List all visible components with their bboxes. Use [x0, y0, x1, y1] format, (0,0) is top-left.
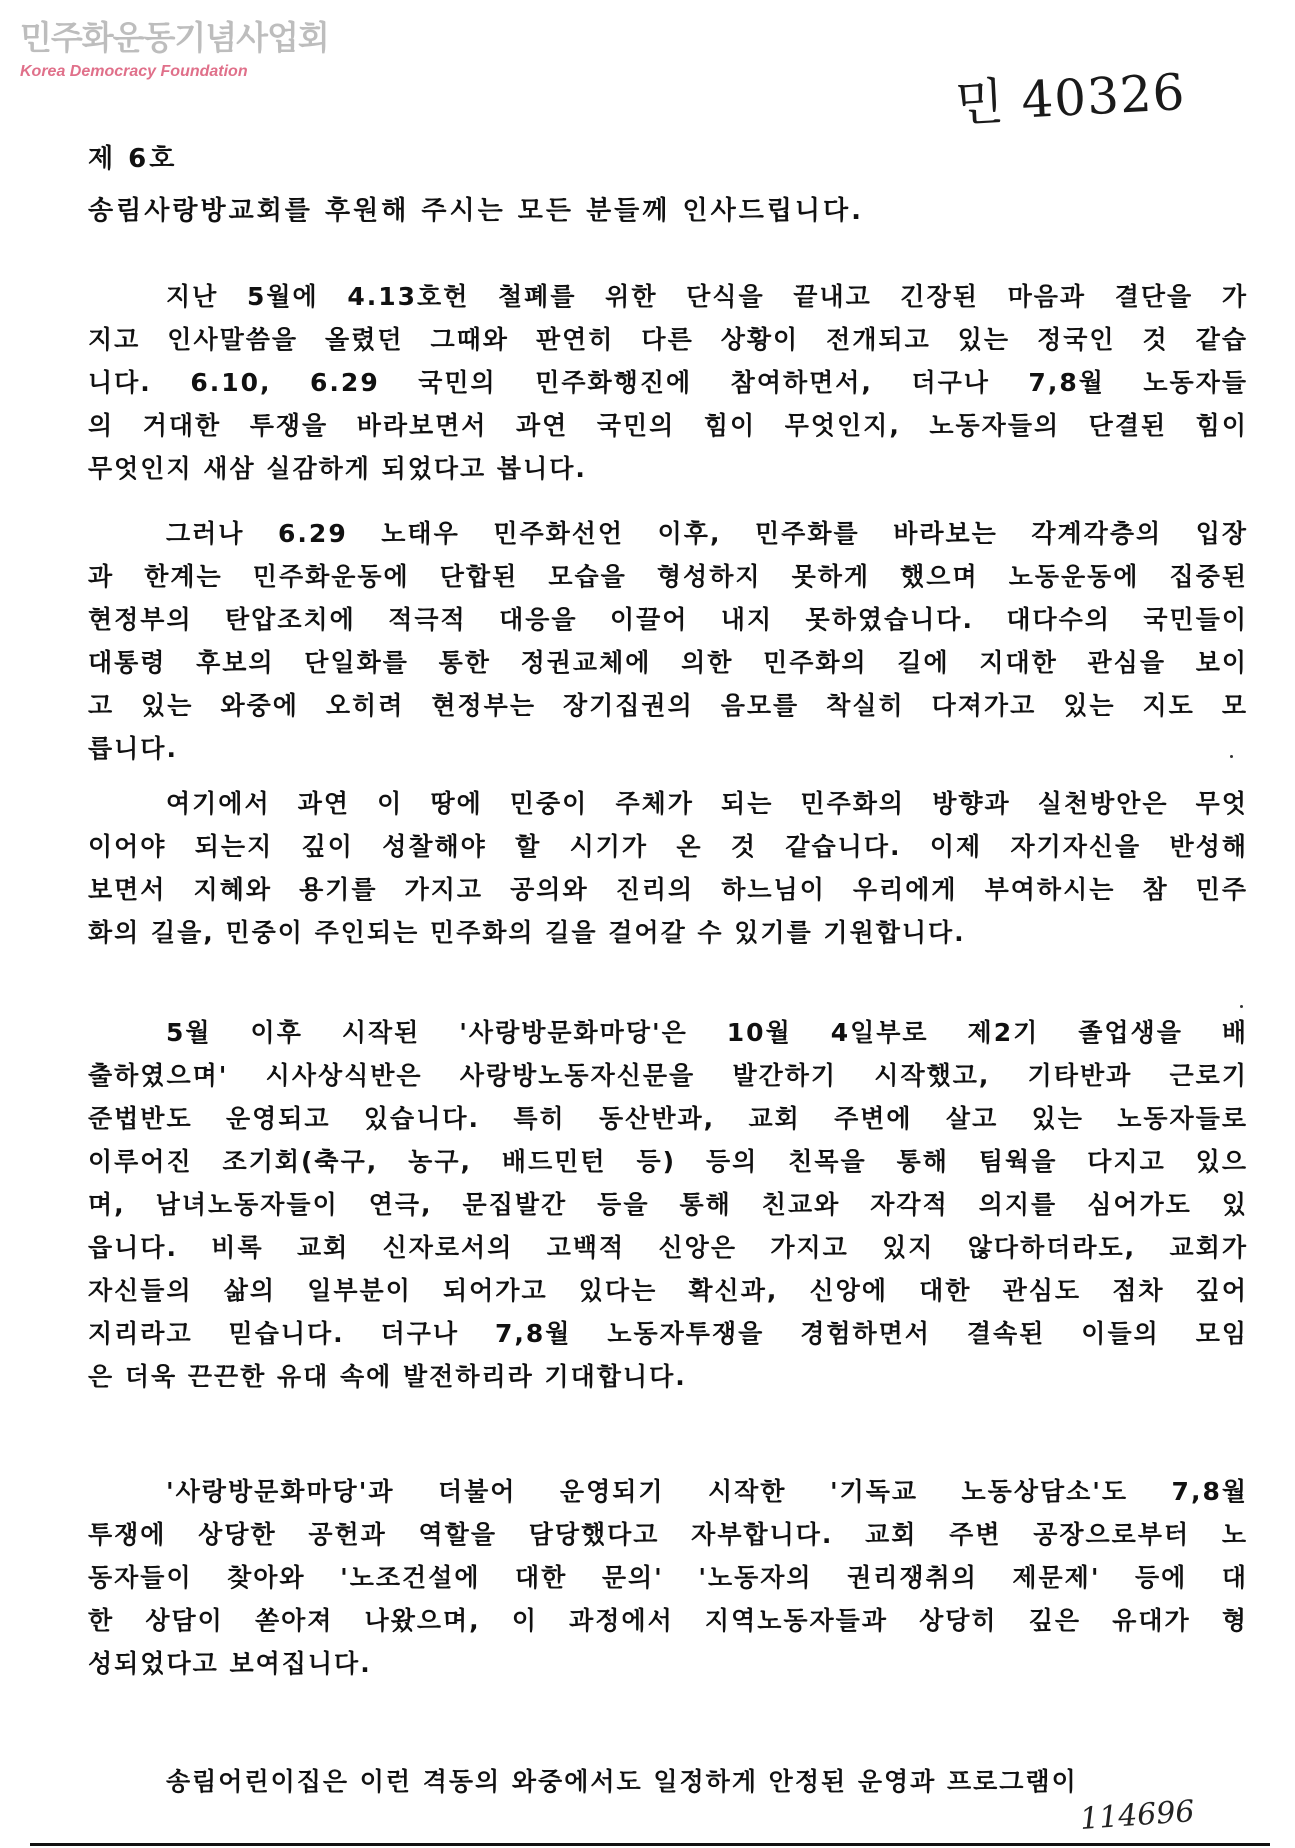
paragraph [88, 512, 1248, 770]
text-line: 고 있는 와중에 오히려 현정부는 장기집권의 음모를 착실히 다져가고 있는 지도 모 [88, 691, 1248, 720]
text-line: 보면서 지혜와 용기를 가지고 공의와 진리의 하느님이 우리에게 부여하시는 참 민주 [88, 875, 1248, 904]
issue-number: 제 6호 [88, 144, 178, 174]
logo-korean-text: 민주화운동기념사업회 [20, 18, 329, 57]
text-line: 그러나 6.29 노태우 민주화선언 이후, 민주화를 바라보는 각계각층의 입장 [166, 519, 1248, 548]
page-number: 114696 [1078, 1794, 1196, 1837]
text-line: 성되었다고 보여집니다. [88, 1649, 372, 1678]
text-line: 송림어린이집은 이런 격동의 와중에서도 일정하게 안정된 운영과 프로그램이 [166, 1767, 1078, 1796]
text-line: 읍니다. 비록 교회 신자로서의 고백적 신앙은 가지고 있지 않다하더라도, 교회가 [88, 1233, 1248, 1262]
text-line: 투쟁에 상당한 공헌과 역할을 담당했다고 자부합니다. 교회 주변 공장으로부터 노 [88, 1520, 1248, 1549]
paragraph [88, 275, 1248, 490]
text-line: 며, 남녀노동자들이 연극, 문집발간 등을 통해 친교와 자각적 의지를 심어가도 있 [88, 1190, 1248, 1219]
foundation-logo [20, 18, 329, 82]
text-line: 릅니다. [88, 734, 178, 763]
greeting-heading: 송림사랑방교회를 후원해 주시는 모든 분들께 인사드립니다. [88, 196, 865, 226]
text-line: 무엇인지 새삼 실감하게 되었다고 봅니다. [88, 454, 587, 483]
text-line: 동자들이 찾아와 '노조건설에 대한 문의' '노동자의 권리쟁취의 제문제' 등에 대 [88, 1563, 1248, 1592]
text-line: '사랑방문화마당'과 더불어 운영되기 시작한 '기독교 노동상담소'도 7,8월 [166, 1477, 1248, 1506]
text-line: 이어야 되는지 깊이 성찰해야 할 시기가 온 것 같습니다. 이제 자기자신을 반성해 [88, 832, 1248, 861]
logo-english-text: Korea Democracy Foundation [20, 63, 248, 80]
text-line: 지난 5월에 4.13호헌 철폐를 위한 단식을 끝내고 긴장된 마음과 결단을 가 [166, 282, 1248, 311]
scan-speck [1230, 755, 1233, 758]
text-line: 이루어진 조기회(축구, 농구, 배드민턴 등) 등의 친목을 통해 팀웍을 다지고 있으 [88, 1147, 1248, 1176]
text-line: 대통령 후보의 단일화를 통한 정권교체에 의한 민주화의 길에 지대한 관심을 보이 [88, 648, 1248, 677]
text-line: 자신들의 삶의 일부분이 되어가고 있다는 확신과, 신앙에 대한 관심도 점차 깊어 [88, 1276, 1248, 1305]
paragraph [88, 782, 1248, 954]
paragraph [88, 1470, 1248, 1685]
text-line: 지리라고 믿습니다. 더구나 7,8월 노동자투쟁을 경험하면서 결속된 이들의 모임 [88, 1319, 1248, 1348]
bottom-rule [30, 1843, 1270, 1846]
text-line: 여기에서 과연 이 땅에 민중이 주체가 되는 민주화의 방향과 실천방안은 무엇 [166, 789, 1248, 818]
text-line: 현정부의 탄압조치에 적극적 대응을 이끌어 내지 못하였습니다. 대다수의 국민들이 [88, 605, 1248, 634]
text-line: 의 거대한 투쟁을 바라보면서 과연 국민의 힘이 무엇인지, 노동자들의 단결된 힘이 [88, 411, 1248, 440]
scan-speck [1240, 1005, 1243, 1008]
text-line: 과 한계는 민주화운동에 단합된 모습을 형성하지 못하게 했으며 노동운동에 집중된 [88, 562, 1248, 591]
text-line: 한 상담이 쏟아져 나왔으며, 이 과정에서 지역노동자들과 상당히 깊은 유대가 형 [88, 1606, 1248, 1635]
archive-stamp: 민 40326 [953, 63, 1187, 133]
text-line: 출하였으며' 시사상식반은 사랑방노동자신문을 발간하기 시작했고, 기타반과 근로기 [88, 1061, 1248, 1090]
text-line: 준법반도 운영되고 있습니다. 특히 동산반과, 교회 주변에 살고 있는 노동자들로 [88, 1104, 1248, 1133]
text-line: 5월 이후 시작된 '사랑방문화마당'은 10월 4일부로 제2기 졸업생을 배 [166, 1018, 1248, 1047]
text-line: 은 더욱 끈끈한 유대 속에 발전하리라 기대합니다. [88, 1362, 687, 1391]
paragraph [88, 1011, 1248, 1398]
text-line: 지고 인사말씀을 올렸던 그때와 판연히 다른 상황이 전개되고 있는 정국인 것 같습 [88, 325, 1248, 354]
text-line: 니다. 6.10, 6.29 국민의 민주화행진에 참여하면서, 더구나 7,8월 노동자들 [88, 368, 1248, 397]
paragraph [88, 1760, 1248, 1803]
text-line: 화의 길을, 민중이 주인되는 민주화의 길을 걸어갈 수 있기를 기원합니다. [88, 918, 966, 947]
